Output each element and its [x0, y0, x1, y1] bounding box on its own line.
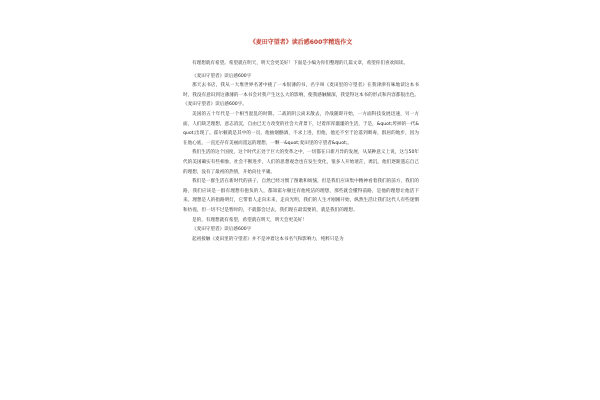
document-body — [183, 38, 419, 244]
body-paragraph: 我们是一群生活在新时代的孩子，自然已经习惯了图歌和烦恼，但是我们应该集中精神看着我们的前方，我们的路，我们应该是一群有理想有抱负的人，都知霍尔顿还有他纯洁的理想，那些就会懂得前路，是他的理想让他活下来。理想是人的指路明灯，它带着人走向未来，走向光明，我们的人生才刚刚开始，纵然生活让我们这代人有些迷惘和彷徨，但一切不过是暂时的，不就都会过去，我们现在最需要的，就是我们的理想。 — [183, 179, 419, 213]
document-title: 《麦田守望者》读后感600字精选作文 — [249, 39, 353, 46]
body-paragraph: 我们生活的这个国度，这个时代正处于巨大的变革之中，一切都在日新月异的发展，从某种意义上说，这与50年代的美国确实有些相象，社会不断进步，人们的思想观念也在发生变化，很多人开始迷茫，诱沉，他们逐渐遗忘自己的理想，没有了最初的热情，开始向往平庸。 — [183, 150, 419, 175]
body-paragraph: 美国的五十年代是一个相当混乱的时期。二战的阴云尚未散去，冷战随即开始，一方面科技发展迅速，另一方面，人们缺乏理想，意志消沉，自由已无力改变的社会大背景下，过着浑浑噩噩的生活，于是，&quot;垮掉的一代&quot;出现了。霍尔顿就是其中的一员，他抽烟酗酒，不求上进，但他，他还不至于沦落到吸毒，群居的地步，因为在他心底，一直还存有美丽而遥远的理想，一颗一&quot;麦田里的守望者&quot;。 — [183, 111, 419, 146]
intro-paragraph: 有理想就有希望。希望就在明天，明天会更美好！下面是小编为你们整理的几篇文章，希望你们喜欢阅读。 — [192, 61, 408, 66]
section-heading: 《麦田守望者》读后感600字 — [192, 73, 252, 79]
body-paragraph: 那天去书店，我从一大堆世界名著中挑了一本很薄的书，名字叫《麦田里的守望者》在我津津有味地读这本书时，我没有意识到这薄薄的一本书会对我产生这么大的影响，使我感触颇深，我觉得这本书的形式和内容都很出色。《麦田守望者》读后感600字。 — [183, 83, 419, 108]
body-paragraph: 起初接触《麦田里的守望者》并不是冲着这本书名气和影响力，纯粹只是为 — [192, 236, 344, 242]
body-paragraph: 是的，有理想就有希望，希望就在明天，明天会更美好！ — [192, 217, 307, 223]
section-heading: 《麦田守望者》读后感600字 — [192, 227, 252, 233]
